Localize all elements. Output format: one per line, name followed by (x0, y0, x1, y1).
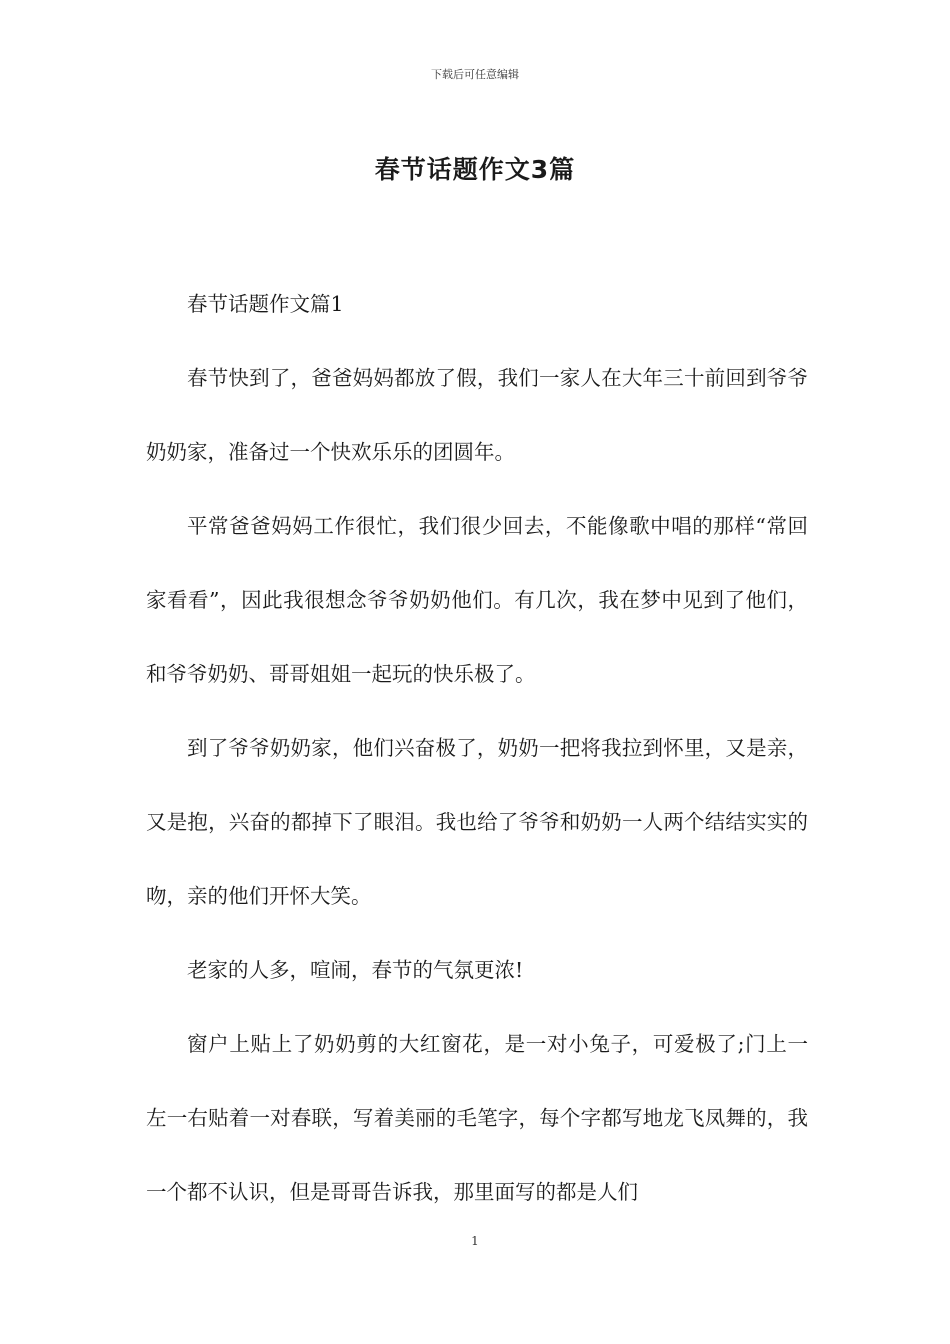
document-body (146, 267, 808, 1229)
paragraph: 老家的人多，喧闹，春节的气氛更浓! (187, 958, 524, 982)
paragraph: 窗户上贴上了奶奶剪的大红窗花，是一对小兔子，可爱极了;门上一左一右贴着一对春联，写着美丽的毛笔字，每个字都写地龙飞凤舞的，我一个都不认识，但是哥哥告诉我，那里面写的都是人们 (146, 1032, 808, 1204)
paragraph: 平常爸爸妈妈工作很忙，我们很少回去，不能像歌中唱的那样“常回家看看”，因此我很想念爷爷奶奶他们。有几次，我在梦中见到了他们，和爷爷奶奶、哥哥姐姐一起玩的快乐极了。 (146, 514, 808, 686)
section-heading: 春节话题作文篇1 (187, 292, 344, 316)
header-note: 下载后可任意编辑 (431, 68, 519, 81)
document-title: 春节话题作文3篇 (374, 155, 576, 184)
paragraph: 春节快到了，爸爸妈妈都放了假，我们一家人在大年三十前回到爷爷奶奶家，准备过一个快欢乐乐的团圆年。 (146, 366, 808, 464)
paragraph: 到了爷爷奶奶家，他们兴奋极了，奶奶一把将我拉到怀里，又是亲，又是抱，兴奋的都掉下了眼泪。我也给了爷爷和奶奶一人两个结结实实的吻，亲的他们开怀大笑。 (146, 736, 808, 908)
page-number: 1 (471, 1234, 479, 1248)
